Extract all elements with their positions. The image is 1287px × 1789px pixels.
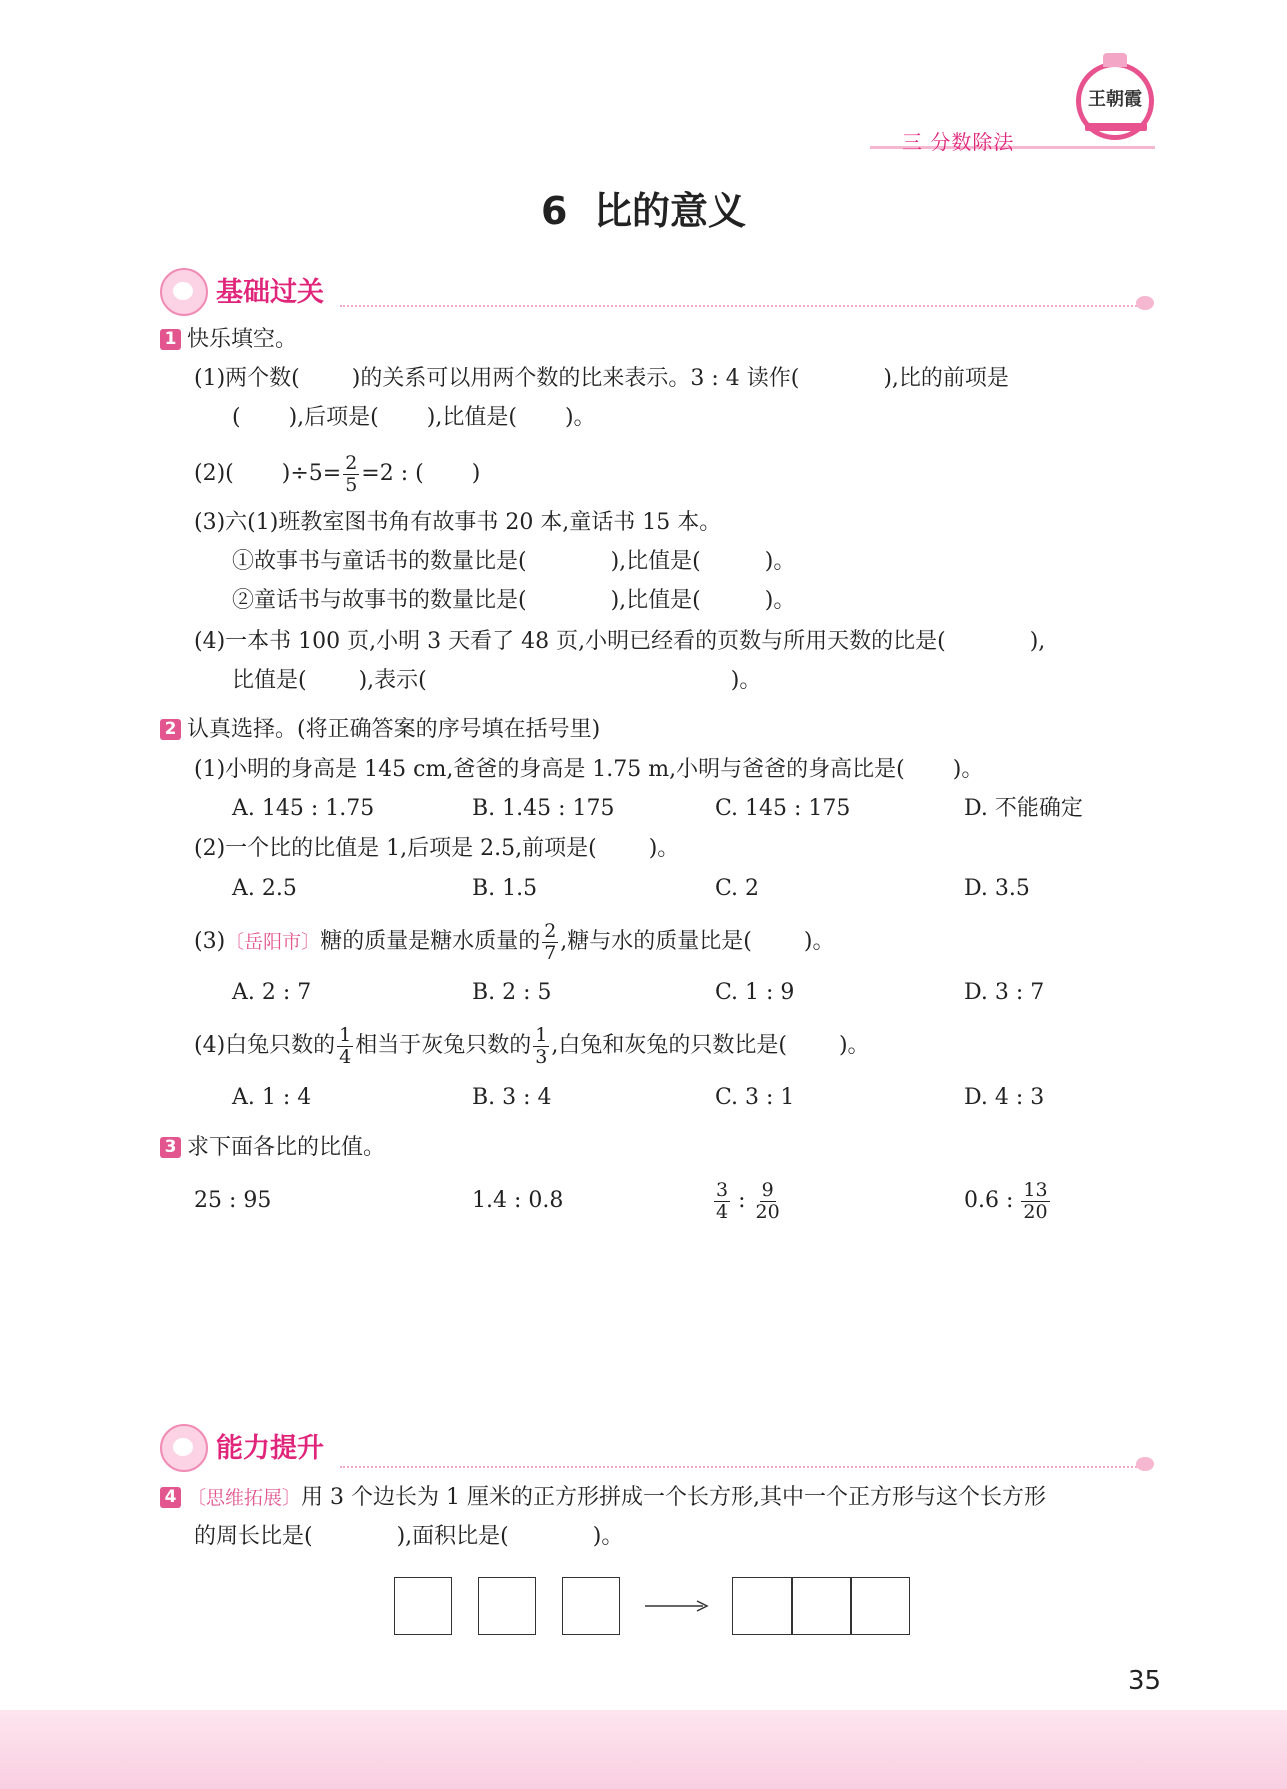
q1-title [160, 325, 297, 355]
question-title: 快乐填空。 [187, 327, 298, 352]
option-a: A. 2 : 7 [232, 980, 312, 1005]
numerator: 13 [1023, 1178, 1048, 1201]
text: )。 [730, 668, 762, 693]
text: ),表示( [358, 668, 427, 693]
text: (4)白兔只数的 [194, 1033, 336, 1058]
section-title-advanced: 能力提升 [216, 1433, 324, 1464]
numerator: 2 [544, 919, 557, 942]
fraction [714, 1180, 730, 1223]
section-divider [340, 1466, 1140, 1468]
q2-title [160, 715, 600, 745]
square-3 [562, 1577, 620, 1635]
question-title: 认真选择。(将正确答案的序号填在括号里) [187, 717, 601, 742]
q2-sub1 [194, 755, 983, 785]
text: (4)一本书 100 页,小明 3 天看了 48 页,小明已经看的页数与所用天数的比是( [194, 629, 946, 654]
fraction [542, 921, 558, 964]
question-number: 1 [160, 329, 181, 350]
q4-line1 [160, 1483, 1046, 1513]
option-d: D. 不能确定 [964, 796, 1083, 821]
q1-part4-line1 [194, 627, 1045, 657]
question-number: 4 [160, 1487, 181, 1508]
option-b: B. 1.5 [472, 876, 538, 901]
square-1 [394, 1577, 452, 1635]
fraction [343, 453, 359, 496]
text: ,白兔和灰兔的只数比是( [551, 1033, 787, 1058]
option-c: C. 3 : 1 [715, 1085, 795, 1110]
logo-text: 王朝霞 [1088, 89, 1142, 110]
mascot-icon [160, 1424, 208, 1472]
text: : [738, 1188, 746, 1213]
denominator: 4 [716, 1200, 729, 1223]
fraction [1021, 1180, 1049, 1223]
text: )。 [648, 836, 680, 861]
text: 用 3 个边长为 1 厘米的正方形拼成一个长方形,其中一个正方形与这个长方形 [301, 1485, 1046, 1510]
text: )÷5= [281, 461, 342, 486]
text: (1)小明的身高是 145 cm,爸爸的身高是 1.75 m,小明与爸爸的身高比是( [194, 757, 905, 782]
text: )。 [803, 929, 835, 954]
text: 0.6 : [964, 1188, 1014, 1213]
text: ), [1029, 629, 1046, 654]
logo-crown-icon [1103, 53, 1127, 67]
section-title-basic: 基础过关 [216, 277, 324, 308]
category-tag: 〔思维拓展〕 [187, 1487, 302, 1509]
ratio-2: 1.4 : 0.8 [472, 1188, 564, 1213]
option-c: C. 2 [715, 876, 760, 901]
text: ①故事书与童话书的数量比是( [232, 549, 527, 574]
q4-line2 [194, 1522, 623, 1552]
text: )。 [764, 549, 796, 574]
q2-sub2 [194, 834, 679, 864]
option-a: A. 1 : 4 [232, 1085, 312, 1110]
ratio-3 [712, 1175, 784, 1227]
fraction [533, 1025, 549, 1068]
text: )。 [592, 1524, 624, 1549]
divider-end-dots-icon [1136, 1457, 1154, 1471]
text: )。 [764, 588, 796, 613]
text: )。 [564, 405, 596, 430]
square-2 [478, 1577, 536, 1635]
ratio-1: 25 : 95 [194, 1188, 272, 1213]
text: ②童话书与故事书的数量比是( [232, 588, 527, 613]
denominator: 3 [535, 1045, 548, 1068]
text: ),比值是( [610, 549, 701, 574]
rectangle-divider [850, 1578, 852, 1634]
option-d: D. 4 : 3 [964, 1085, 1045, 1110]
right-arrow-icon [645, 1598, 711, 1614]
text: ( [232, 405, 241, 430]
text: (2)一个比的比值是 1,后项是 2.5,前项是( [194, 836, 597, 861]
ratio-4 [964, 1175, 1052, 1227]
option-d: D. 3 : 7 [964, 980, 1045, 1005]
denominator: 20 [1023, 1200, 1048, 1223]
q2-sub4 [194, 1020, 870, 1072]
text: (1)两个数( [194, 366, 300, 391]
q1-part3: (3)六(1)班教室图书角有故事书 20 本,童话书 15 本。 [194, 510, 722, 535]
publisher-logo [1076, 62, 1154, 140]
text: )的关系可以用两个数的比来表示。3 : 4 读作( [351, 366, 800, 391]
text: ),面积比是( [396, 1524, 509, 1549]
q1-part3-b [232, 586, 795, 616]
section-divider [340, 305, 1140, 307]
page-number: 35 [1128, 1666, 1162, 1696]
text: ),后项是( [288, 405, 379, 430]
mascot-icon [160, 268, 208, 316]
option-b: B. 2 : 5 [472, 980, 552, 1005]
question-number: 2 [160, 719, 181, 740]
rectangle-divider [791, 1578, 793, 1634]
fraction [337, 1025, 353, 1068]
page-title: 6 比的意义 [541, 189, 746, 233]
fraction [754, 1180, 782, 1223]
rectangle-of-three-squares [732, 1577, 910, 1635]
footer-band [0, 1710, 1287, 1789]
option-c: C. 1 : 9 [715, 980, 795, 1005]
option-b: B. 3 : 4 [472, 1085, 552, 1110]
text: ),比的前项是 [883, 366, 1009, 391]
q1-part3-a [232, 547, 795, 577]
question-number: 3 [160, 1137, 181, 1158]
text: ),比值是( [426, 405, 517, 430]
text: (3) [194, 929, 226, 954]
q1-part1-line1 [194, 364, 1009, 394]
question-title: 求下面各比的比值。 [187, 1135, 386, 1160]
text: 相当于灰兔只数的 [355, 1033, 532, 1058]
q1-part2 [194, 448, 480, 500]
option-a: A. 2.5 [232, 876, 297, 901]
q3-title [160, 1133, 385, 1163]
q2-sub3 [194, 916, 834, 968]
option-a: A. 145 : 1.75 [232, 796, 375, 821]
numerator: 1 [339, 1023, 352, 1046]
option-b: B. 1.45 : 175 [472, 796, 615, 821]
text: ),比值是( [610, 588, 701, 613]
option-d: D. 3.5 [964, 876, 1030, 901]
numerator: 3 [716, 1178, 729, 1201]
text: )。 [838, 1033, 870, 1058]
text: =2 : ( [361, 461, 424, 486]
divider-end-dots-icon [1136, 296, 1154, 310]
text: 的周长比是( [194, 1524, 313, 1549]
text: ) [471, 461, 481, 486]
q1-part4-line2 [232, 666, 761, 696]
chapter-label: 三 分数除法 [902, 130, 1015, 154]
numerator: 9 [761, 1178, 774, 1201]
numerator: 2 [345, 451, 358, 474]
denominator: 20 [755, 1200, 780, 1223]
option-c: C. 145 : 175 [715, 796, 851, 821]
logo-ribbon [1085, 123, 1147, 131]
region-tag: 〔岳阳市〕 [225, 931, 321, 953]
denominator: 7 [544, 941, 557, 964]
q1-part1-line2 [232, 403, 596, 433]
text: (2)( [194, 461, 234, 486]
denominator: 4 [339, 1045, 352, 1068]
text: 糖的质量是糖水质量的 [320, 929, 541, 954]
text: 比值是( [232, 668, 307, 693]
text: )。 [952, 757, 984, 782]
denominator: 5 [345, 473, 358, 496]
text: ,糖与水的质量比是( [560, 929, 752, 954]
numerator: 1 [535, 1023, 548, 1046]
